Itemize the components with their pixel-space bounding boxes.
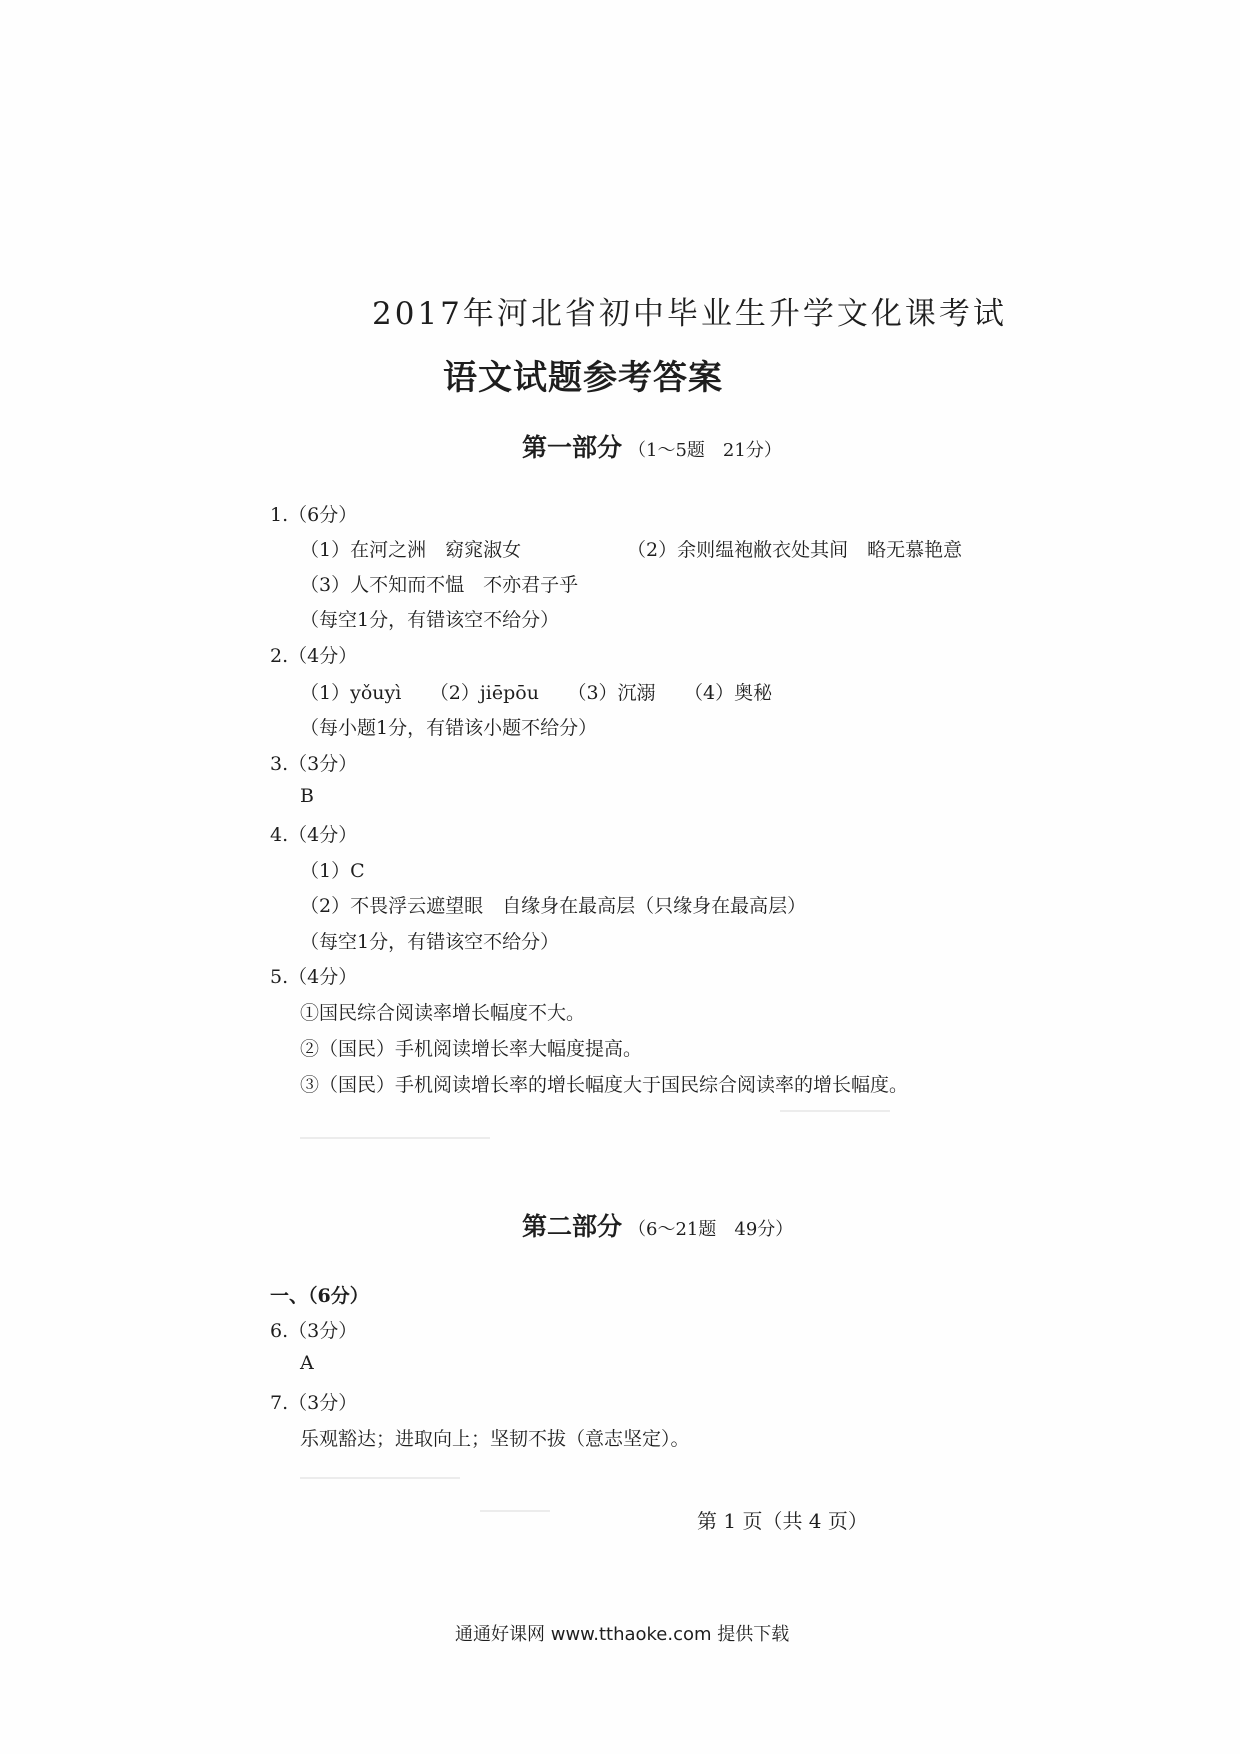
answer-2: （1）yǒuyì （2）jiēpōu （3）沉溺 （4）奥秘 [300, 682, 773, 704]
question-4-header: 4.（4分） [270, 824, 358, 846]
question-5-header: 5.（4分） [270, 966, 358, 988]
answer-4-1: （1）C [300, 860, 365, 882]
answer-1-1: （1）在河之洲 窈窕淑女 [300, 539, 522, 561]
part-one-note: （1～5题 21分） [628, 440, 782, 461]
part-two-title: 第二部分 [522, 1212, 623, 1241]
scoring-note-4: （每空1分，有错该空不给分） [300, 931, 560, 953]
document-subtitle: 语文试题参考答案 [443, 358, 723, 398]
page-number: 第 1 页（共 4 页） [697, 1509, 868, 1533]
question-1-header: 1.（6分） [270, 504, 358, 526]
answer-3: B [300, 785, 314, 807]
part-one-title: 第一部分 [522, 433, 623, 462]
question-7-header: 7.（3分） [270, 1392, 358, 1414]
scan-artifact [300, 1137, 490, 1139]
section-one-header: 一、（6分） [270, 1285, 369, 1307]
part-two-heading [522, 1207, 793, 1243]
footer-credit: 通通好课网 www.tthaoke.com 提供下载 [455, 1624, 790, 1645]
document-title: 2017年河北省初中毕业生升学文化课考试 [372, 296, 1007, 332]
answer-4-2: （2）不畏浮云遮望眼 自缘身在最高层（只缘身在最高层） [300, 895, 807, 917]
scoring-note-1: （每空1分，有错该空不给分） [300, 609, 560, 631]
question-6-header: 6.（3分） [270, 1320, 358, 1342]
answer-1-2: （2）余则缊袍敝衣处其间 略无慕艳意 [627, 539, 963, 561]
answer-7: 乐观豁达；进取向上；坚韧不拔（意志坚定）。 [300, 1428, 690, 1450]
answer-5-3: ③（国民）手机阅读增长率的增长幅度大于国民综合阅读率的增长幅度。 [300, 1074, 909, 1096]
scoring-note-2: （每小题1分，有错该小题不给分） [300, 717, 598, 739]
scan-artifact [480, 1510, 550, 1512]
question-2-header: 2.（4分） [270, 645, 358, 667]
answer-1-3: （3）人不知而不愠 不亦君子乎 [300, 574, 579, 596]
answer-5-2: ②（国民）手机阅读增长率大幅度提高。 [300, 1038, 643, 1060]
scan-artifact [780, 1110, 890, 1112]
part-one-heading [522, 428, 782, 464]
answer-6: A [300, 1352, 314, 1374]
answer-5-1: ①国民综合阅读率增长幅度不大。 [300, 1002, 586, 1024]
part-two-note: （6～21题 49分） [628, 1219, 794, 1240]
scan-artifact [300, 1477, 460, 1479]
question-3-header: 3.（3分） [270, 753, 358, 775]
